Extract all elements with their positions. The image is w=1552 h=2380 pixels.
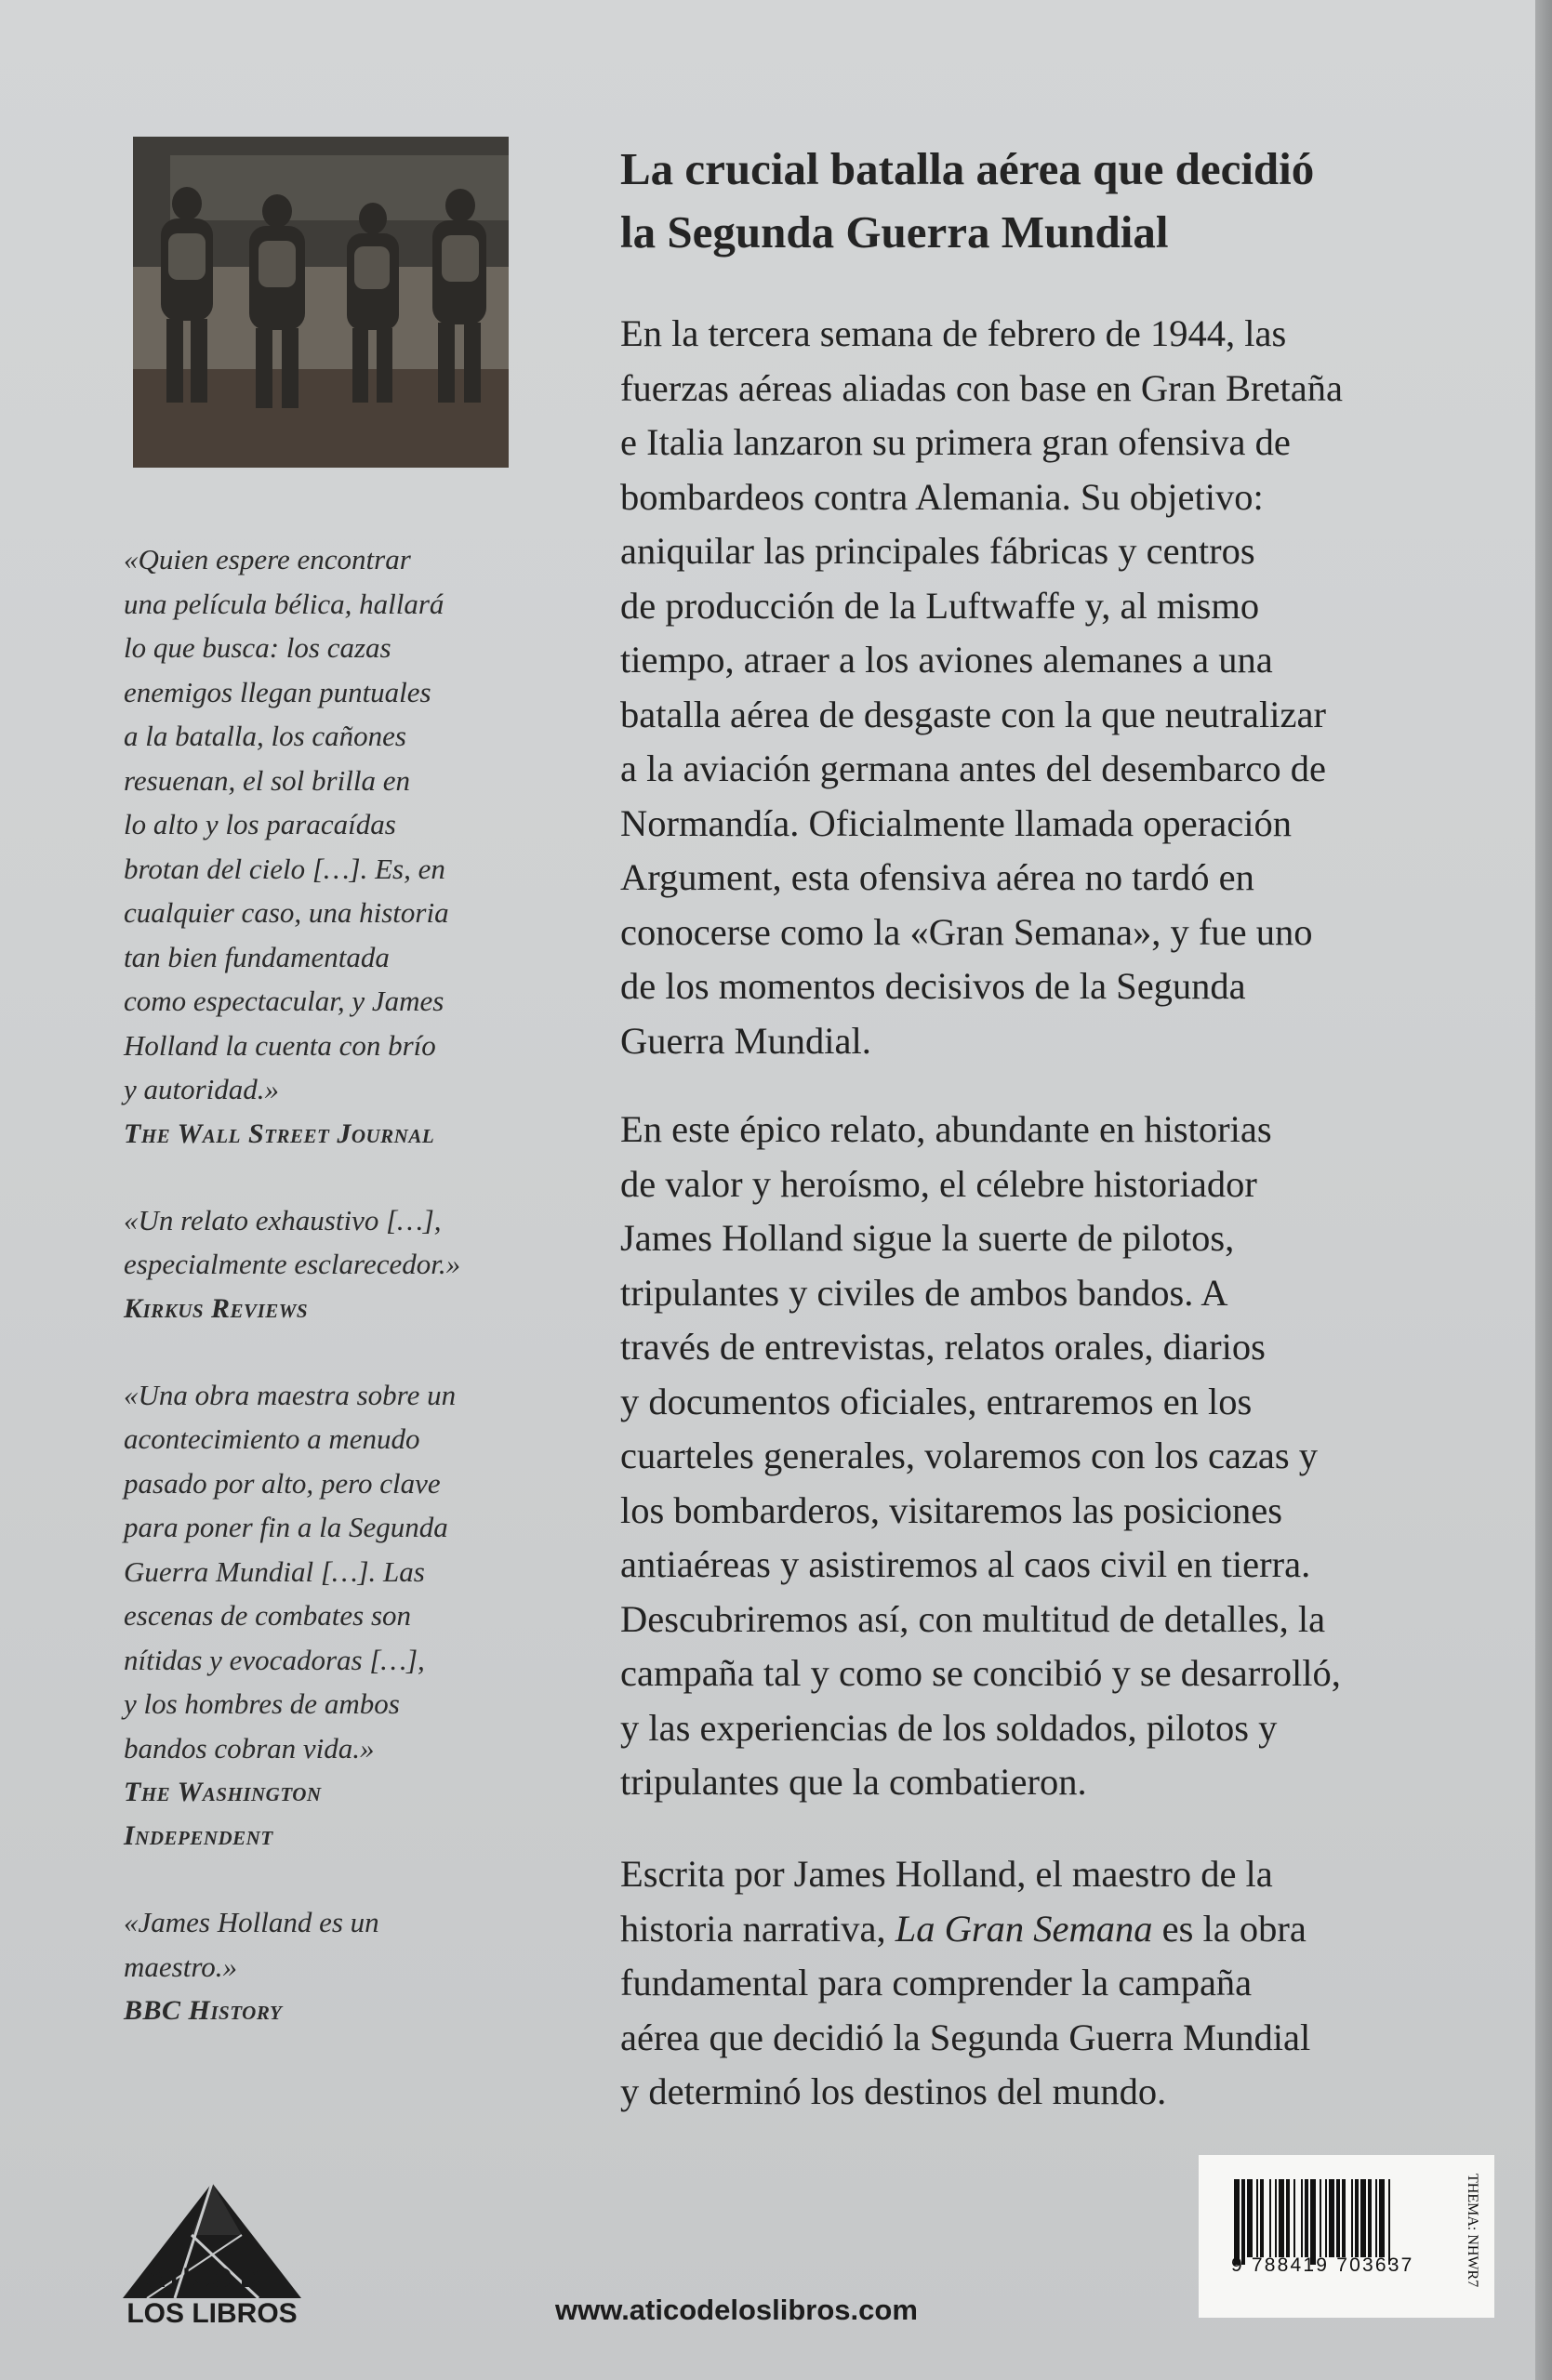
blurb-paragraph-3 (620, 1847, 1494, 2120)
quote-source: BBC History (124, 1995, 283, 2026)
barcode-bar (1275, 2179, 1277, 2257)
barcode-bar (1379, 2179, 1385, 2257)
closing-text-start: Escrita por James Holland, el maestro de la historia narrativa, (620, 1853, 1273, 1950)
closing-text-end: es la obra fundamental para comprender la campaña aérea que decidió la Segunda Guerra Mundial y determinó los destinos del mundo. (620, 1907, 1311, 2112)
cover-edge (1535, 0, 1552, 2380)
blurb-heading: La crucial batalla aérea que decidió la Segunda Guerra Mundial (620, 143, 1315, 258)
blurb-paragraph-1: En la tercera semana de febrero de 1944, las fuerzas aéreas aliadas con base en Gran Bretaña e Italia lanzaron su primera gran ofensiva de bombardeos contra Alemania. Su objetivo: aniquilar las principales fábricas y centros de producción de la Luftwaffe y, al mismo tiempo, atraer a los aviones alemanes a una batalla aérea de desgaste con la que neutralizar a la aviación germana antes del desembarco de Normandía. Oficialmente llamada operación Argument, esta ofensiva aérea no tardó en conocerse como la «Gran Semana», y fue uno de los momentos decisivos de la Segunda Guerra Mundial. (620, 312, 1343, 1062)
barcode-bar (1247, 2179, 1253, 2257)
quote-kirkus (124, 1198, 533, 1330)
barcode-bar (1388, 2179, 1390, 2265)
barcode-bar (1320, 2179, 1321, 2257)
barcode-bar (1325, 2179, 1327, 2257)
quote-text: «Una obra maestra sobre un acontecimiento a menudo pasado por alto, pero clave para poner fin a la Segunda Guerra Mundial […]. Las escenas de combates son nítidas y evocadoras […], y los hombres de ambos bandos cobran vida.» (124, 1378, 457, 1765)
blurb-paragraph-2: En este épico relato, abundante en historias de valor y heroísmo, el célebre historiador James Holland sigue la suerte de pilotos, tripulantes y civiles de ambos bandos. A través de entrevistas, relatos orales, diarios y documentos oficiales, entraremos en los cuarteles generales, volaremos con los cazas y los bombarderos, visitaremos las posiciones antiaéreas y asistiremos al caos civil en tierra. Descubriremos así, con multitud de detalles, la campaña tal y como se concibió y se desarrolló, y las experiencias de los soldados, pilotos y tripulantes que la combatieron. (620, 1108, 1341, 1803)
quote-source: The Wall Street Journal (124, 1117, 435, 1149)
barcode-bar (1301, 2179, 1303, 2257)
barcode-bar (1256, 2179, 1258, 2257)
airmen-photo (133, 137, 509, 468)
barcode-bar (1241, 2179, 1245, 2265)
barcode-label (1199, 2155, 1494, 2318)
publisher-website: www.aticodeloslibros.com (555, 2294, 918, 2326)
book-title: La Gran Semana (895, 1907, 1153, 1950)
quote-washington (124, 1373, 533, 1858)
barcode-bar (1342, 2179, 1346, 2257)
quote-source: The Washington Independent (124, 1777, 322, 1851)
barcode-bar (1329, 2179, 1334, 2257)
barcode-bar (1360, 2179, 1366, 2257)
barcode-bar (1234, 2179, 1240, 2265)
publisher-name: ÁTICO DE LOS LIBROS (126, 2263, 298, 2329)
barcode-bar (1286, 2179, 1290, 2257)
quote-text: «Quien espere encontrar una película bélica, hallará lo que busca: los cazas enemigos llegan puntuales a la batalla, los cañones resuenan, el sol brilla en lo alto y los paracaídas brotan del cielo […]. Es, en cualquier caso, una historia tan bien fundamentada como espectacular, y James Holland la cuenta con brío y autoridad.» (124, 543, 449, 1105)
quote-bbc (124, 1900, 533, 2032)
quote-source: Kirkus Reviews (124, 1292, 309, 1324)
barcode-bar (1351, 2179, 1353, 2257)
barcode-bar (1305, 2179, 1308, 2257)
barcode-bar (1355, 2179, 1359, 2257)
barcode-bar (1269, 2179, 1271, 2257)
barcode-bar (1310, 2179, 1316, 2265)
barcode-bar (1293, 2179, 1295, 2257)
quote-text: «Un relato exhaustivo […], especialmente esclarecedor.» (124, 1203, 461, 1280)
barcode-bar (1336, 2179, 1340, 2257)
barcode-bar (1260, 2179, 1264, 2257)
isbn-number: 9 788419 703637 (1231, 2254, 1414, 2276)
barcode-bar (1368, 2179, 1372, 2257)
barcode-bar (1375, 2179, 1377, 2257)
review-quotes (124, 537, 533, 2075)
barcode-bar (1279, 2179, 1284, 2257)
quote-text: «James Holland es un maestro.» (124, 1906, 379, 1983)
quote-wsj (124, 537, 533, 1156)
thema-code: THEMA: NHWR7 (1465, 2174, 1480, 2288)
airmen-photo-illustration (133, 137, 509, 468)
barcode-icon (1199, 2155, 1494, 2318)
